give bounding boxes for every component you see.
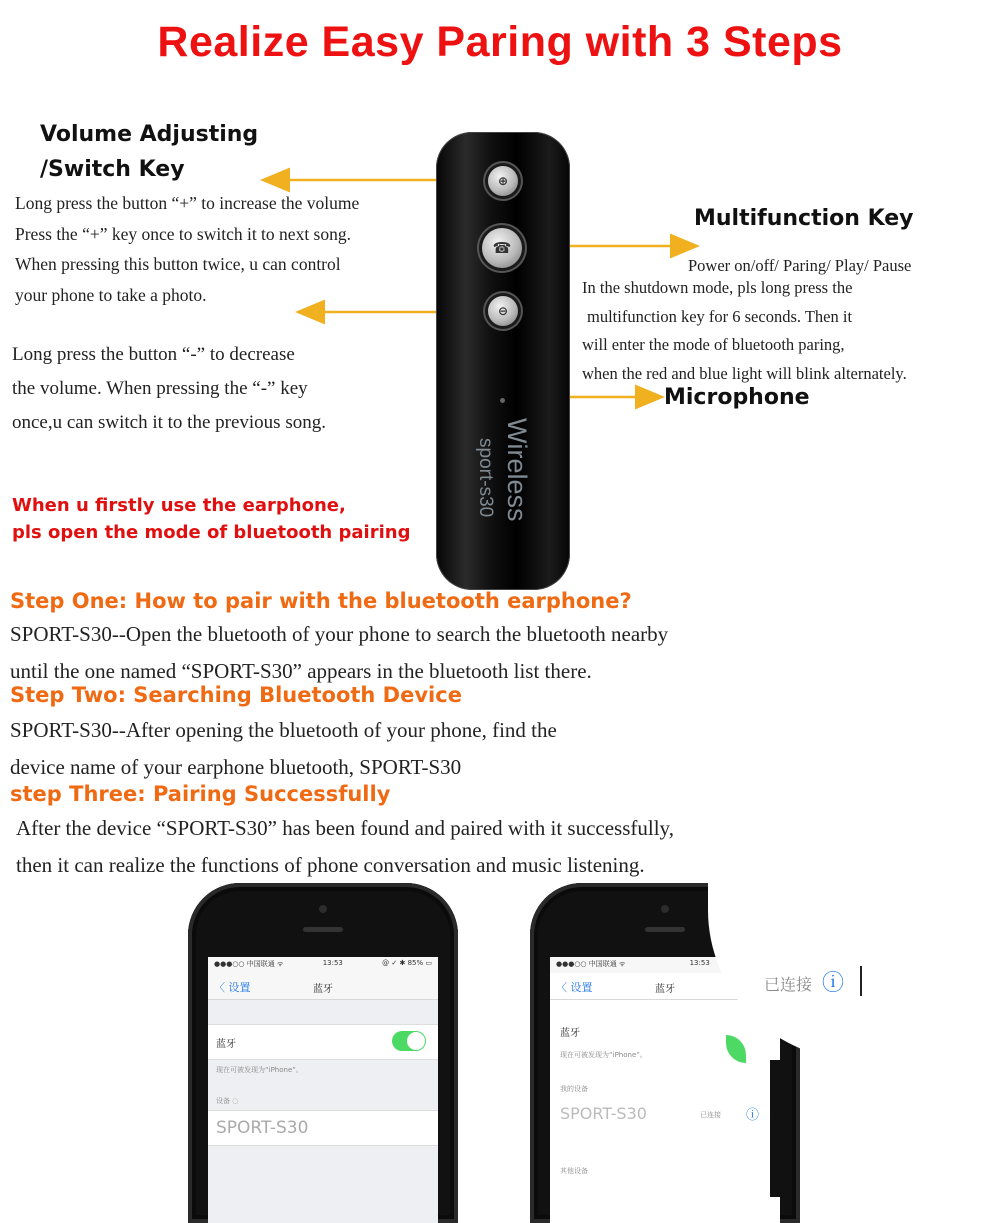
my-devices-label: 我的设备 [560, 1085, 588, 1093]
phone-left [188, 883, 458, 1223]
volume-key-heading-2: /Switch Key [40, 157, 185, 182]
info-icon[interactable]: ⓘ [746, 1108, 760, 1123]
multifunction-key-heading: Multifunction Key [694, 206, 914, 231]
bluetooth-label: 蓝牙 [216, 1039, 236, 1050]
note-line: When u firstly use the earphone, [12, 495, 346, 516]
speaker-icon [645, 927, 685, 932]
step-two-heading: Step Two: Searching Bluetooth Device [10, 683, 462, 707]
carrier: ●●●○○ 中国联通 ᯤ [556, 960, 626, 968]
step-three-heading: step Three: Pairing Successfully [10, 782, 391, 806]
first-use-note [12, 492, 410, 546]
devices-label: 设备 [216, 1097, 230, 1105]
screen-content [550, 1000, 780, 1223]
desc-line: will enter the mode of bluetooth paring, [582, 335, 845, 354]
back-button[interactable]: 〈 设置 [214, 981, 251, 994]
step-line: then it can realize the functions of phone conversation and music listening. [16, 853, 645, 877]
toggle-knob [407, 1032, 425, 1050]
step-line: After the device “SPORT-S30” has been found and paired with it successfully, [16, 816, 674, 840]
multifunction-subtitle: Power on/off/ Paring/ Play/ Pause [688, 256, 912, 275]
step-one-heading: Step One: How to pair with the bluetooth earphone? [10, 589, 632, 613]
camera-icon [319, 905, 327, 913]
desc-line: your phone to take a photo. [15, 284, 207, 305]
desc-line: Press the “+” key once to switch it to next song. [15, 223, 351, 244]
note-line: pls open the mode of bluetooth pairing [12, 522, 411, 543]
device-model: sport-s30 [475, 438, 496, 518]
zoom-info-icon: ⓘ [822, 971, 845, 996]
earphone-device [436, 132, 570, 590]
desc-line: When pressing this button twice, u can control [15, 254, 341, 274]
step-line: SPORT-S30--Open the bluetooth of your phone to search the bluetooth nearby [10, 622, 669, 646]
volume-minus-button-icon: ⊖ [488, 296, 518, 326]
step-two-text [10, 712, 557, 786]
device-brand: Wireless [502, 418, 532, 522]
connected-status: 已连接 [700, 1111, 721, 1119]
device-name: SPORT-S30 [216, 1118, 309, 1138]
step-line: until the one named “SPORT-S30” appears in the bluetooth list there. [10, 659, 592, 683]
spinner-icon: ◌ [232, 1097, 239, 1105]
carrier: ●●●○○ 中国联通 ᯤ [214, 960, 284, 968]
status-bar [208, 957, 438, 973]
devices-section-label [208, 1086, 438, 1110]
clock: 13:53 [689, 959, 710, 967]
desc-line: multifunction key for 6 seconds. Then it [587, 306, 853, 326]
step-line: device name of your earphone bluetooth, SPORT-S30 [10, 755, 462, 779]
back-button[interactable]: 〈 设置 [556, 981, 593, 994]
desc-line: the volume. When pressing the “-” key [12, 378, 308, 399]
device-row[interactable] [208, 1110, 438, 1146]
step-one-text [10, 616, 668, 690]
battery: @ ✓ ✱ 85% ▭ [382, 959, 432, 967]
zoom-connected-status: 已连接 [764, 975, 813, 994]
desc-line: once,u can switch it to the previous song. [12, 412, 326, 433]
nav-title: 蓝牙 [655, 984, 675, 995]
step-three-text [16, 810, 674, 884]
nav-bar [208, 973, 438, 1000]
other-devices-label: 其他设备 [560, 1167, 588, 1175]
phone-edge [770, 1060, 792, 1197]
spacer [208, 1000, 438, 1024]
volume-key-heading-1: Volume Adjusting [40, 122, 259, 147]
microphone-heading: Microphone [664, 385, 810, 410]
volume-plus-button-icon: ⊕ [488, 166, 518, 196]
speaker-icon [303, 927, 343, 932]
discoverable-text: 现在可被发现为“iPhone”。 [216, 1066, 303, 1074]
multifunction-button-icon: ☎ [482, 228, 522, 268]
nav-title: 蓝牙 [313, 984, 333, 995]
desc-line: In the shutdown mode, pls long press the [582, 278, 853, 297]
desc-line: Long press the button “-” to decrease [12, 344, 295, 365]
camera-icon [661, 905, 669, 913]
bluetooth-label: 蓝牙 [560, 1028, 580, 1039]
bluetooth-toggle[interactable] [392, 1031, 426, 1051]
phone-left-screen [208, 957, 438, 1223]
page-title: Realize Easy Paring with 3 Steps [157, 18, 843, 66]
clock: 13:53 [322, 959, 343, 967]
zoom-divider [860, 966, 862, 996]
discoverable-text: 现在可被发现为“iPhone”。 [560, 1051, 647, 1059]
bluetooth-row [208, 1024, 438, 1060]
multifunction-description [582, 274, 907, 388]
volume-plus-description [15, 188, 359, 310]
device-name: SPORT-S30 [560, 1104, 647, 1123]
volume-minus-description [12, 338, 326, 440]
step-line: SPORT-S30--After opening the bluetooth of your phone, find the [10, 718, 557, 742]
desc-line: when the red and blue light will blink alternately. [582, 363, 907, 383]
desc-line: Long press the button “+” to increase the volume [15, 193, 360, 213]
microphone-hole-icon [500, 398, 505, 403]
